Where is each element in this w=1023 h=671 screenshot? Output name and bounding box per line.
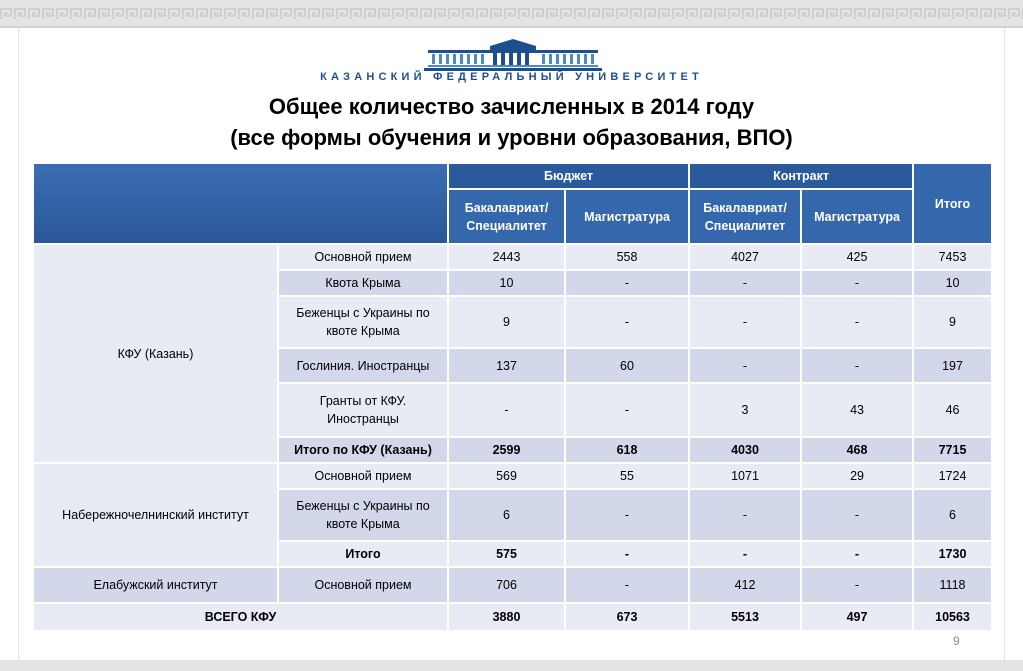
row-label: Беженцы с Украины по квоте Крыма (278, 489, 448, 541)
title-line-2: (все формы обучения и уровни образования, ВПО) (230, 125, 793, 150)
cell-total: 10 (913, 270, 992, 296)
cell-contract-master: - (801, 296, 913, 348)
row-label: Основной прием (278, 567, 448, 603)
table-row (33, 463, 992, 489)
cell-budget-master: 558 (565, 244, 689, 270)
header-contract-bachelor: Бакалавриат/ Специалитет (689, 189, 801, 244)
header-budget-bachelor: Бакалавриат/ Специалитет (448, 189, 565, 244)
cell-contract-master: 43 (801, 383, 913, 437)
cell-budget-bachelor: 706 (448, 567, 565, 603)
row-label: Беженцы с Украины по квоте Крыма (278, 296, 448, 348)
bottom-border-decoration (0, 660, 1023, 671)
cell-budget-master: 673 (565, 603, 689, 631)
header-contract: Контракт (689, 163, 913, 189)
cell-budget-bachelor: 2443 (448, 244, 565, 270)
cell-contract-bachelor: 4027 (689, 244, 801, 270)
cell-contract-bachelor: - (689, 489, 801, 541)
grand-total-row (33, 603, 992, 631)
table-row (33, 567, 992, 603)
cell-total: 1724 (913, 463, 992, 489)
cell-budget-master: 55 (565, 463, 689, 489)
cell-budget-master: - (565, 541, 689, 567)
cell-budget-bachelor: 9 (448, 296, 565, 348)
row-label: Итого (278, 541, 448, 567)
page-number: 9 (953, 634, 960, 648)
cell-total: 10563 (913, 603, 992, 631)
cell-budget-master: - (565, 567, 689, 603)
university-building-logo (418, 38, 608, 72)
greek-key-pattern (0, 8, 1023, 20)
cell-contract-master: - (801, 348, 913, 383)
cell-budget-bachelor: 6 (448, 489, 565, 541)
page-title (0, 91, 1023, 153)
cell-contract-master: 29 (801, 463, 913, 489)
header-contract-master: Магистратура (801, 189, 913, 244)
row-label: Основной прием (278, 463, 448, 489)
cell-contract-bachelor: 4030 (689, 437, 801, 463)
cell-budget-bachelor: 569 (448, 463, 565, 489)
cell-budget-bachelor: 3880 (448, 603, 565, 631)
cell-budget-bachelor: 575 (448, 541, 565, 567)
cell-contract-master: - (801, 541, 913, 567)
row-label: Гослиния. Иностранцы (278, 348, 448, 383)
cell-budget-master: 618 (565, 437, 689, 463)
cell-contract-master: 497 (801, 603, 913, 631)
cell-total: 6 (913, 489, 992, 541)
cell-budget-bachelor: 10 (448, 270, 565, 296)
cell-total: 1118 (913, 567, 992, 603)
cell-budget-master: - (565, 296, 689, 348)
cell-total: 9 (913, 296, 992, 348)
cell-contract-bachelor: 3 (689, 383, 801, 437)
cell-contract-master: 425 (801, 244, 913, 270)
header-budget-master: Магистратура (565, 189, 689, 244)
enrollment-table (32, 162, 993, 632)
institution-nch: Набережночелнинский институт (33, 463, 278, 567)
cell-budget-master: - (565, 489, 689, 541)
table-row (33, 244, 992, 270)
cell-budget-master: 60 (565, 348, 689, 383)
cell-total: 197 (913, 348, 992, 383)
cell-contract-master: 468 (801, 437, 913, 463)
cell-contract-master: - (801, 567, 913, 603)
cell-contract-master: - (801, 489, 913, 541)
title-line-1: Общее количество зачисленных в 2014 году (268, 94, 755, 119)
cell-contract-bachelor: - (689, 270, 801, 296)
cell-budget-master: - (565, 383, 689, 437)
cell-contract-bachelor: - (689, 296, 801, 348)
cell-total: 46 (913, 383, 992, 437)
cell-budget-bachelor: 2599 (448, 437, 565, 463)
cell-contract-bachelor: - (689, 541, 801, 567)
row-label: Основной прием (278, 244, 448, 270)
header-blank-cell (33, 163, 448, 244)
cell-contract-bachelor: 5513 (689, 603, 801, 631)
cell-contract-bachelor: 412 (689, 567, 801, 603)
university-name: КАЗАНСКИЙ ФЕДЕРАЛЬНЫЙ УНИВЕРСИТЕТ (320, 71, 703, 83)
header-total: Итого (913, 163, 992, 244)
cell-contract-bachelor: 1071 (689, 463, 801, 489)
cell-total: 7715 (913, 437, 992, 463)
top-border-decoration (0, 0, 1023, 28)
row-label: Гранты от КФУ. Иностранцы (278, 383, 448, 437)
cell-contract-bachelor: - (689, 348, 801, 383)
institution-kfu: КФУ (Казань) (33, 244, 278, 463)
cell-total: 7453 (913, 244, 992, 270)
institution-elabuga: Елабужский институт (33, 567, 278, 603)
header-budget: Бюджет (448, 163, 689, 189)
cell-budget-bachelor: 137 (448, 348, 565, 383)
row-label: Итого по КФУ (Казань) (278, 437, 448, 463)
cell-budget-master: - (565, 270, 689, 296)
cell-budget-bachelor: - (448, 383, 565, 437)
cell-total: 1730 (913, 541, 992, 567)
cell-contract-master: - (801, 270, 913, 296)
row-label: Квота Крыма (278, 270, 448, 296)
grand-total-label: ВСЕГО КФУ (33, 603, 448, 631)
